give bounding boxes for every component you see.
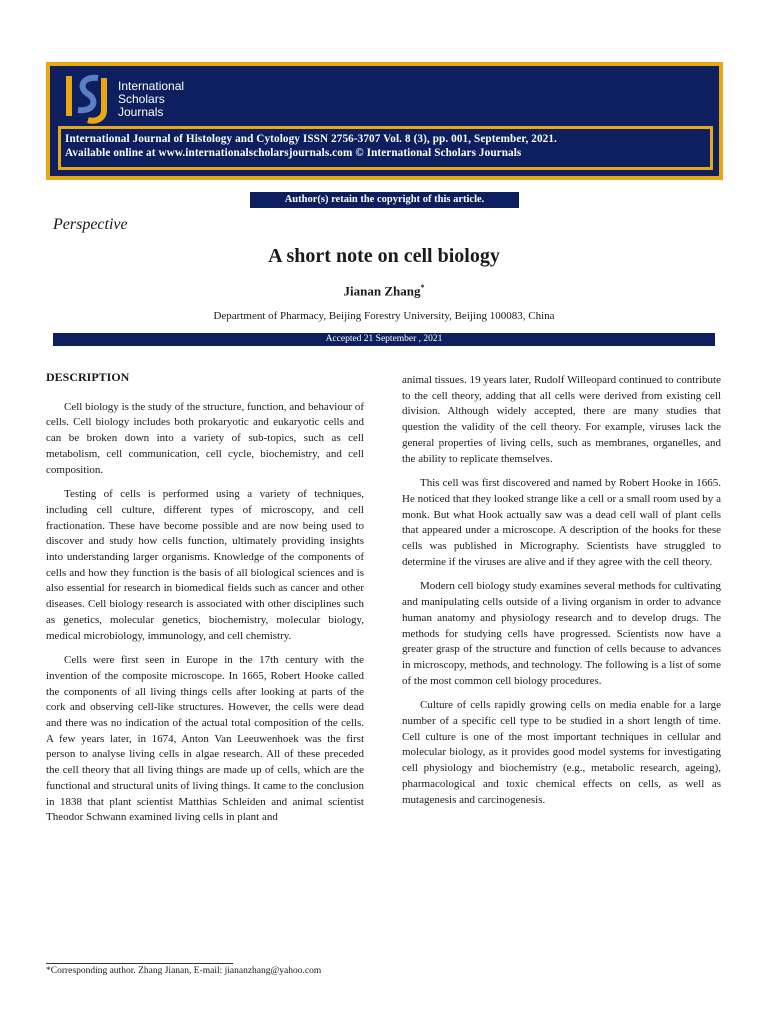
logo-line: Scholars <box>118 92 165 106</box>
author-affiliation: Department of Pharmacy, Beijing Forestry University, Beijing 100083, China <box>213 310 555 322</box>
author-mark: * <box>420 283 425 292</box>
logo-line: Journals <box>118 105 164 119</box>
footnote-divider <box>46 963 233 964</box>
body-paragraph: This cell was first discovered and named by Robert Hooke in 1665. He noticed that they looked strange like a cell or a small room used by a monk. But what Hook actually saw was a dead cell wall of plant cells that appeared under a microscope. A description of the hooks for these cells was published in Micrography. Scientists have struggled to determine if the viruses are alive and if they agree with the cell theory. <box>402 477 721 568</box>
right-column <box>402 373 721 817</box>
body-paragraph: Cells were first seen in Europe in the 17th century with the invention of the composite microscope. In 1665, Robert Hooke called the components of all living things cells after looking at parts of the cork and observing cell-like structures. However, the cells were dead and there was no indication of the actual total composition of the cells. A few years later, in 1674, Anton Van Leeuwenhoek was the first person to analyse living cells in algae research. All of these preceded the cell theory that all living things are made up of cells, which are the functional and structural units of living things. It came to the conclusion in 1838 that plant scientist Matthias Schleiden and animal scientist Theodor Schwann examined living cells in plant and <box>46 654 364 824</box>
journal-availability: Available online at www.internationalscholarsjournals.com © International Scholars Journals <box>65 146 522 159</box>
logo-wordmark <box>118 80 184 119</box>
accepted-date-bar: Accepted 21 September , 2021 <box>53 333 715 346</box>
body-paragraph: Testing of cells is performed using a variety of techniques, including cell culture, different types of microscopy, and cell fractionation. These have become possible and are now being used to discover and study how cells function, ultimately providing insights into understanding larger organisms. Knowledge of the components of cells and how they function is the basis of all biological sciences and is also essential for research in biomedical fields such as cancer and other diseases. Cell biology research is associated with other disciplines such as genetics, molecular genetics, biochemistry, molecular biology, medical microbiology, immunology, and cell chemistry. <box>46 488 364 642</box>
section-heading: DESCRIPTION <box>46 370 130 384</box>
body-paragraph: Culture of cells rapidly growing cells on media enable for a large number of a specific cell type to be studied in a short length of time. Cell culture is one of the most important techniques in cellular and molecular biology, as it provides good model systems for investigating cell physiology and biochemistry (e.g., metabolic research, ageing), pharmacological and toxic chemical effects on cells, as well as mutagenesis and carcinogenesis. <box>402 699 721 806</box>
journal-citation: International Journal of Histology and Cytology ISSN 2756-3707 Vol. 8 (3), pp. 001, September, 2021. <box>65 133 557 145</box>
article-title: A short note on cell biology <box>268 245 500 267</box>
header-panel <box>50 66 719 176</box>
body-paragraph: Cell biology is the study of the structure, function, and behaviour of cells. Cell biology includes both prokaryotic and eukaryotic cells and can be broken down into a variety of sub-topics, such as cell metabolism, cell communication, cell cycle, biochemistry, and cell composition. <box>46 400 364 476</box>
corresponding-author-footnote: *Corresponding author. Zhang Jianan, E-mail: jiananzhang@yahoo.com <box>46 966 322 976</box>
logo-line: International <box>118 79 185 93</box>
isj-logo-icon <box>60 70 116 126</box>
article-type: Perspective <box>53 216 128 233</box>
body-paragraph: animal tissues. 19 years later, Rudolf Willeopard continued to contribute to the cell theory, adding that all cells were derived from existing cell division. Although widely accepted, there are many studies that question the validity of the cell theory. For example, viruses lack the general properties of living cells, such as membranes, organelles, and the ability to replicate themselves. <box>402 374 721 465</box>
body-paragraph: Modern cell biology study examines several methods for cultivating and manipulating cells outside of a living organism in order to advance human anatomy and physiology research and to develop drugs. The methods for studying cells have progressed. Scientists now have a greater grasp of the structure and function of cells because to advances in microscopy, methods, and technology. The following is a list of some of the most common cell biology procedures. <box>402 580 721 687</box>
left-column <box>46 368 364 835</box>
journal-citation-box <box>58 126 713 170</box>
copyright-banner: Author(s) retain the copyright of this article. <box>250 192 519 208</box>
author-line <box>0 283 768 299</box>
journal-header <box>46 62 723 180</box>
author-name: Jianan Zhang <box>343 283 421 299</box>
publisher-logo <box>60 70 220 128</box>
